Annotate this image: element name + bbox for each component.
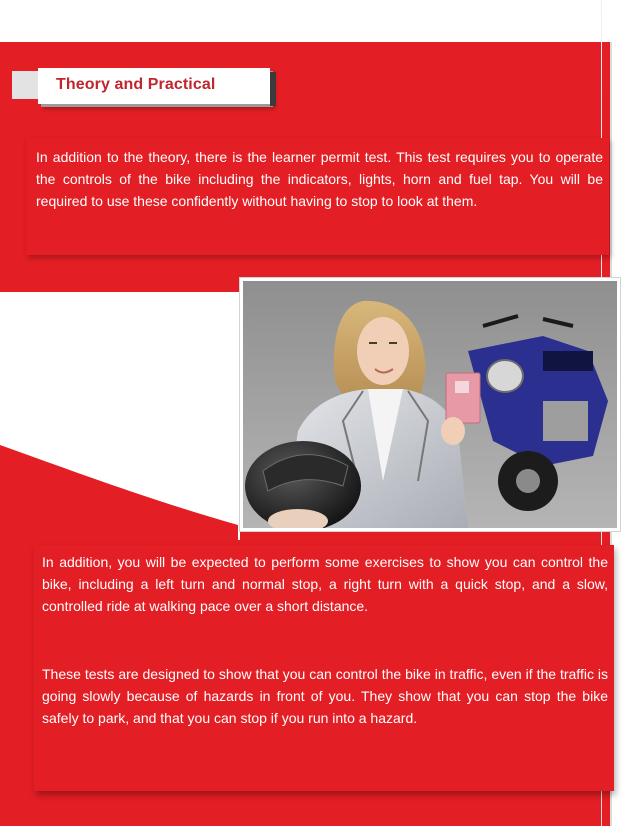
intro-paragraph: In addition to the theory, there is the learner permit test. This test requires you to operate the controls of the bike including the indicators, lights, horn and fuel tap. You will be required to use these confidently without having to stop to look at them. <box>36 149 603 209</box>
rider-photo <box>240 278 620 531</box>
heading-tab-accent <box>12 71 38 99</box>
body-text-box <box>34 545 614 791</box>
section-title: Theory and Practical <box>56 76 216 93</box>
body-paragraph-1: In addition, you will be expected to perform some exercises to show you can control the bike, including a left turn and normal stop, a right turn with a quick stop, and a slow, controlled ride at walking pace over a short distance. <box>42 554 608 614</box>
section-heading-tab <box>38 68 270 104</box>
intro-box <box>26 138 609 255</box>
body-paragraph-2: These tests are designed to show that you can control the bike in traffic, even if the traffic is going slowly because of hazards in front of you. They show that you can stop the bike safely to park, and that you can stop if you run into a hazard. <box>42 666 608 726</box>
rider-photo-image <box>243 281 617 528</box>
heading-tab-edge <box>270 72 276 106</box>
